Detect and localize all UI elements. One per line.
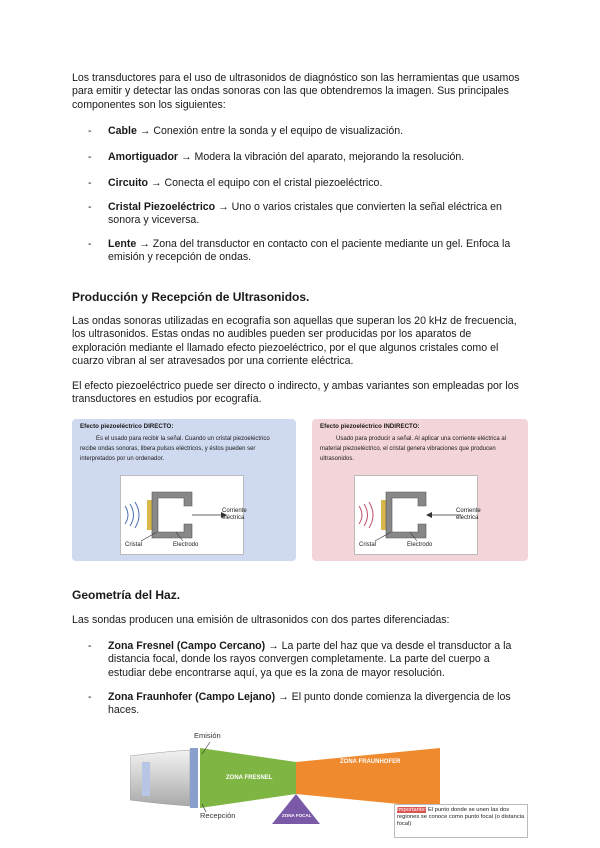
desc: → Modera la vibración del aparato, mejorando la resolución. [178,151,465,163]
focal-label: ZONA FOCAL [282,813,312,818]
diagram-panel [120,475,247,555]
callout-note [394,804,528,838]
paragraph: El efecto piezoeléctrico puede ser directo o indirecto, y ambas variantes son empleadas por los transductores en estudios por ecografía. [72,380,519,406]
crystal-label: Cristal [359,542,377,548]
term: Zona Fresnel (Campo Cercano) [108,640,266,652]
note-text: El punto donde se unen las dos regiones se conoce como punto focal (o distancia focal) [397,807,525,827]
current-label: Corriente eléctrica [222,508,247,521]
desc: → Zona del transductor en contacto con el paciente mediante un gel. Enfoca la emisión y recepción de ondas. [108,238,511,264]
term: Circuito [108,177,149,189]
paragraph: Las ondas sonoras utilizadas en ecografía son aquellas que superan los 20 kHz de frecuencia, los ultrasonidos. Estas ondas no audibles pueden ser producidas por los aparatos de exploración mediante el llamado efecto piezoeléctrico, por el que algunos cristales como el cuarzo vibran al ser atravesados por una corriente eléctrica. [72,315,517,368]
section-heading: Producción y Recepción de Ultrasonidos. [72,290,310,304]
figure-indirect-effect [312,419,528,561]
probe-window-icon [142,762,150,796]
lens-icon [190,748,198,808]
reception-label: Recepción [200,811,236,820]
term: Cable [108,125,137,137]
electrode-icon [386,492,426,538]
electrode-label: Electrodo [173,542,199,548]
fresnel-label: ZONA FRESNEL [226,775,273,781]
crystal-icon [381,500,386,530]
crystal-label: Cristal [125,542,143,548]
term: Amortiguador [108,151,179,163]
desc: → Uno o varios cristales que convierten la señal eléctrica en sonora y viceversa. [108,201,502,227]
intro-paragraph: Los transductores para el uso de ultrasonidos de diagnóstico son las herramientas que usamos para emitir y detectar las ondas sonoras con las que obtendremos la imagen. Sus principales componentes son los siguientes: [72,72,520,111]
fraunhofer-label: ZONA FRAUNHOFER [340,759,401,765]
figure-body: Es el usado para recibir la señal. Cuando un cristal piezoeléctrico recibe ondas sonoras, libera pulsos eléctricos, y éstos pueden ser interpretados por un ordenador. [80,436,270,462]
electrode-label: Electrodo [407,542,433,548]
figure-title: Efecto piezoeléctrico INDIRECTO: [320,423,420,430]
term: Zona Fraunhofer (Campo Lejano) [108,691,276,703]
electrode-icon [152,492,192,538]
note-tag: Importante: [397,807,427,813]
fraunhofer-zone [296,748,440,808]
desc: → Conexión entre la sonda y el equipo de visualización. [136,125,404,137]
transducer-probe-icon [130,750,190,806]
emission-label: Emisión [194,731,221,740]
paragraph: Las sondas producen una emisión de ultrasonidos con dos partes diferenciadas: [72,614,450,626]
desc: → El punto donde comienza la divergencia de los haces. [108,691,511,717]
diagram-panel [354,475,481,555]
desc: → Conecta el equipo con el cristal piezoeléctrico. [148,177,383,189]
beam-figure [130,728,530,840]
sound-waves-icon [125,502,139,528]
focal-zone [272,794,320,824]
current-label: Corriente eléctrica [456,508,481,521]
section-heading: Geometría del Haz. [72,588,181,602]
figure-body: Usado para producir a señal. Al aplicar una corriente eléctrica al material piezoeléctrico, el cristal genera vibraciones que producen ultrasonidos. [320,436,507,462]
desc: → La parte del haz que va desde el transductor a la distancia focal, donde los rayos convergen completamente. La parte del cuerpo a estudiar debe encontrarse aquí, ya que es la zona de mayor resolución. [108,640,512,679]
figure-title: Efecto piezoeléctrico DIRECTO: [80,423,174,430]
crystal-icon [147,500,152,530]
term: Cristal Piezoeléctrico [108,201,216,213]
figure-direct-effect [72,419,296,561]
term: Lente [108,238,137,250]
sound-waves-icon [359,502,373,528]
